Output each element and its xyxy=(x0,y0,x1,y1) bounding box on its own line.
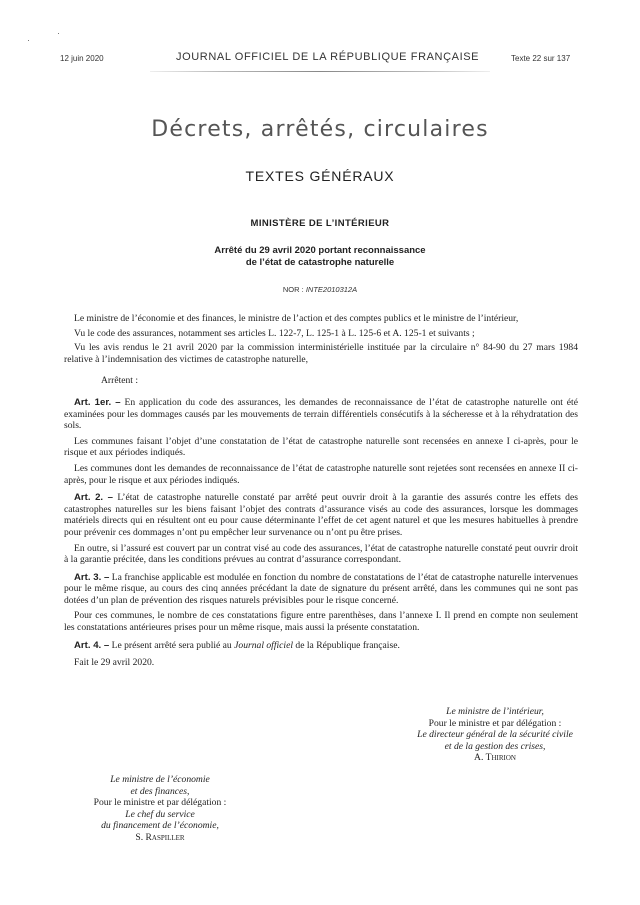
document-body xyxy=(64,313,578,673)
article-4-text-before: Le présent arrêté sera publié au xyxy=(111,639,235,651)
signature-interieur xyxy=(380,706,610,764)
scan-speck xyxy=(28,40,29,41)
article-1-paragraph xyxy=(64,397,578,432)
article-3-paragraph xyxy=(64,572,578,607)
arrete-title-line2: de l’état de catastrophe naturelle xyxy=(245,257,395,268)
header-date: 12 juin 2020 xyxy=(60,54,104,63)
scan-speck xyxy=(58,33,59,34)
article-1-label: Art. 1er. – xyxy=(74,396,121,408)
article-3-paragraph: Pour ces communes, le nombre de ces constatations figure entre parenthèses, dans l’annexe I. Il prend en compte non seulement les constatations antérieures prises pour un même risque, mais aussi la présente constatation. xyxy=(64,610,578,634)
header-rule xyxy=(150,71,490,72)
signature-line: Pour le ministre et par délégation : xyxy=(428,717,562,729)
fait-date: Fait le 29 avril 2020. xyxy=(74,657,155,669)
article-1-paragraph: Les communes dont les demandes de reconnaissance de l’état de catastrophe naturelle sont rejetées sont recensées en annexe II ci-après, pour le risque et aux périodes indiqués. xyxy=(64,462,578,486)
signature-line: et des finances, xyxy=(130,785,190,797)
preamble-paragraph: Vu les avis rendus le 21 avril 2020 par la commission interministérielle instituée par la circulaire n° 84-90 du 27 mars 1984 relative à l’indemnisation des victimes de catastrophe naturelle, xyxy=(64,342,578,365)
signature-line: Le ministre de l’intérieur, xyxy=(446,706,544,717)
section-title: Décrets, arrêtés, circulaires xyxy=(151,117,489,142)
header-text-number: Texte 22 sur 137 xyxy=(511,54,571,63)
ministry-heading: MINISTÈRE DE L’INTÉRIEUR xyxy=(250,218,390,229)
signature-line: Pour le ministre et par délégation : xyxy=(93,797,227,808)
arrete-title xyxy=(0,245,640,269)
header-journal-title: JOURNAL OFFICIEL DE LA RÉPUBLIQUE FRANÇAISE xyxy=(176,51,480,63)
article-4-paragraph xyxy=(64,640,578,652)
signature-line: Le directeur général de la sécurité civile xyxy=(417,729,573,740)
article-1-paragraph: Les communes faisant l’objet d’une constatation de l’état de catastrophe naturelle sont recensées en annexe I ci-après, pour le risque et aux périodes indiqués. xyxy=(64,435,578,459)
article-4-journal-officiel: Journal officiel xyxy=(234,639,294,651)
article-2-paragraph xyxy=(64,492,578,538)
signatory-name: S. Raspiller xyxy=(135,831,185,843)
article-2-label: Art. 2. – xyxy=(74,492,114,504)
article-4-label: Art. 4. – xyxy=(74,639,110,651)
subsection-title: TEXTES GÉNÉRAUX xyxy=(245,168,395,184)
nor-label: NOR : xyxy=(282,285,306,294)
arrete-title-line1: Arrêté du 29 avril 2020 portant reconnaissance xyxy=(214,245,426,256)
nor-value: INTE2010312A xyxy=(305,285,358,294)
preamble-paragraph: Vu le code des assurances, notamment ses articles L. 122-7, L. 125-1 à L. 125-6 et A. 125-1 et suivants ; xyxy=(74,327,475,339)
signatory-name: A. Thirion xyxy=(474,752,516,763)
signature-economie xyxy=(60,774,260,843)
preamble-paragraph: Le ministre de l’économie et des finances, le ministre de l’action et des comptes publics et le ministre de l’intérieur, xyxy=(74,313,519,324)
article-1-text: En application du code des assurances, les demandes de reconnaissance de l’état de catastrophe naturelle ont été examinées pour les dommages causés par les mouvements de terrain différentiels consécutifs à la sécheresse et à la réhydratation des sols. xyxy=(64,396,578,432)
signature-line: du financement de l’économie, xyxy=(101,820,219,831)
signature-line: Le chef du service xyxy=(125,808,195,820)
article-2-paragraph: En outre, si l’assuré est couvert par un contrat visé au code des assurances, l’état de catastrophe naturelle constaté peut ouvrir droit à la garantie précitée, dans les conditions prévues au contrat d’assurance correspondant. xyxy=(64,542,578,566)
article-4-text-after: de la République française. xyxy=(293,639,400,651)
article-2-text: L’état de catastrophe naturelle constaté par arrêté peut ouvrir droit à la garantie des assurés contre les effets des catastrophes naturelles sur les biens faisant l’objet des contrats d’assurance visés au code des assurances, lorsque les dommages matériels directs qui en résultent ont eu pour cause déterminante l’effet de cet agent naturel et que les mesures habituelles à prendre pour prévenir ces dommages n’ont pu empêcher leur survenance ou n’ont pu être prises. xyxy=(64,492,578,538)
article-3-text: La franchise applicable est modulée en fonction du nombre de constatations de l’état de catastrophe naturelle intervenues pour le même risque, au cours des cinq années précédant la date de signature du présent arrêté, dans les communes qui ne sont pas dotées d’un plan de prévention des risques naturels prévisibles pour le risque concerné. xyxy=(64,571,578,606)
article-3-label: Art. 3. – xyxy=(74,571,110,583)
signature-line: Le ministre de l’économie xyxy=(110,774,210,785)
arretent-label: Arrêtent : xyxy=(101,375,139,387)
page-header xyxy=(0,50,640,70)
nor-reference xyxy=(0,285,640,294)
signature-line: et de la gestion des crises, xyxy=(444,740,546,752)
